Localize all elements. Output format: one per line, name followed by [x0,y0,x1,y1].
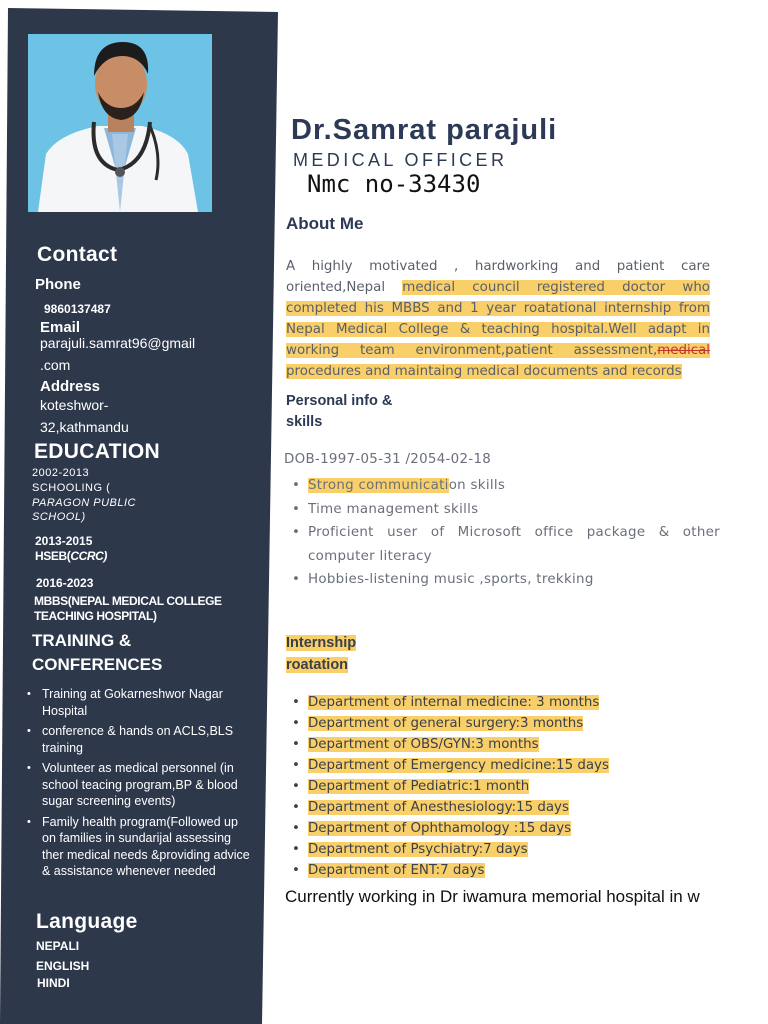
address-label: Address [40,378,101,395]
training-item: • Training at Gokarneshwor Nagar Hospital [22,686,252,719]
about-text [286,256,710,382]
training-item: • Family health program(Followed up on families in sundarijal assessing ther medical needs &providing advice & assistance whenever needed [22,814,252,880]
skill-item: • Hobbies-listening music ,sports, trekking [290,568,720,592]
personal-title-line1: Personal info & [286,393,393,409]
skill-item: • Proficient user of Microsoft office package & other computer literacy [290,521,720,568]
language-item: HINDI [37,976,70,990]
about-highlight-2: procedures and maintaing medical documents and records [286,364,682,379]
training-list [22,686,252,884]
education-2-line1: HSEB(CCRC) [35,549,108,563]
skill-item: • Strong communication skills [290,474,720,498]
language-item: NEPALI [36,939,80,953]
contact-title: Contact [37,243,118,266]
education-1-years: 2002-2013 [32,467,90,479]
education-1-line3: SCHOOL) [32,511,86,523]
email-label: Email [40,319,81,336]
email-value-line1: parajuli.samrat96@gmail [40,335,196,351]
about-plain: A highly motivated , hardworking and patient care oriented,Nepal [286,259,710,295]
dob: DOB-1997-05-31 /2054-02-18 [284,452,492,467]
job-role: MEDICAL OFFICER [293,150,508,170]
address-line1: koteshwor- [40,397,109,413]
department-item: • Department of Pediatric:1 month [290,776,609,797]
doctor-name: Dr.Samrat parajuli [291,114,558,146]
training-title-line2: CONFERENCES [32,655,163,674]
email-value-line2: .com [40,357,71,373]
address-line2: 32,kathmandu [40,419,129,435]
education-1-line2: PARAGON PUBLIC [32,497,136,509]
nmc-number: Nmc no-33430 [307,170,481,198]
training-item: • conference & hands on ACLS,BLS training [22,723,252,756]
language-title: Language [36,910,138,933]
about-highlight-1: medical council registered doctor who completed his MBBS and 1 year roatational internship from Nepal Medical College & teaching hospital.Well adapt in working team environment,patient assessment, [286,280,711,358]
department-item: • Department of Psychiatry:7 days [290,839,609,860]
skill-item: • Time management skills [290,498,720,522]
sidebar [0,0,280,1024]
department-item: • Department of Ophthamology :15 days [290,818,609,839]
current-position: Currently working in Dr iwamura memorial hospital in w [285,887,700,906]
education-3-line1: MBBS(NEPAL MEDICAL COLLEGE [34,594,222,608]
department-item: • Department of OBS/GYN:3 months [290,734,609,755]
department-item: • Department of internal medicine: 3 months [290,692,609,713]
education-3-line2: TEACHING HOSPITAL) [34,609,157,623]
phone-label: Phone [35,276,81,293]
education-2-years: 2013-2015 [35,534,93,548]
phone-value: 9860137487 [44,302,111,316]
profile-photo [28,34,212,212]
department-item: • Department of general surgery:3 months [290,713,609,734]
internship-title: Internship roatation [286,635,357,673]
about-struck: medical [657,343,710,358]
training-item: • Volunteer as medical personnel (in school teacing program,BP & blood sugar screening events) [22,760,252,810]
department-item: • Department of Emergency medicine:15 days [290,755,609,776]
language-item: ENGLISH [36,959,90,973]
training-title-line1: TRAINING & [32,631,132,650]
education-title: EDUCATION [34,440,160,463]
education-1-line1: SCHOOLING ( [32,482,111,494]
department-item: • Department of ENT:7 days [290,860,609,881]
department-list [290,692,609,881]
about-title: About Me [286,214,364,233]
education-3-years: 2016-2023 [36,576,94,590]
department-item: • Department of Anesthesiology:15 days [290,797,609,818]
personal-title-line2: skills [286,414,323,430]
skills-list [290,474,720,592]
